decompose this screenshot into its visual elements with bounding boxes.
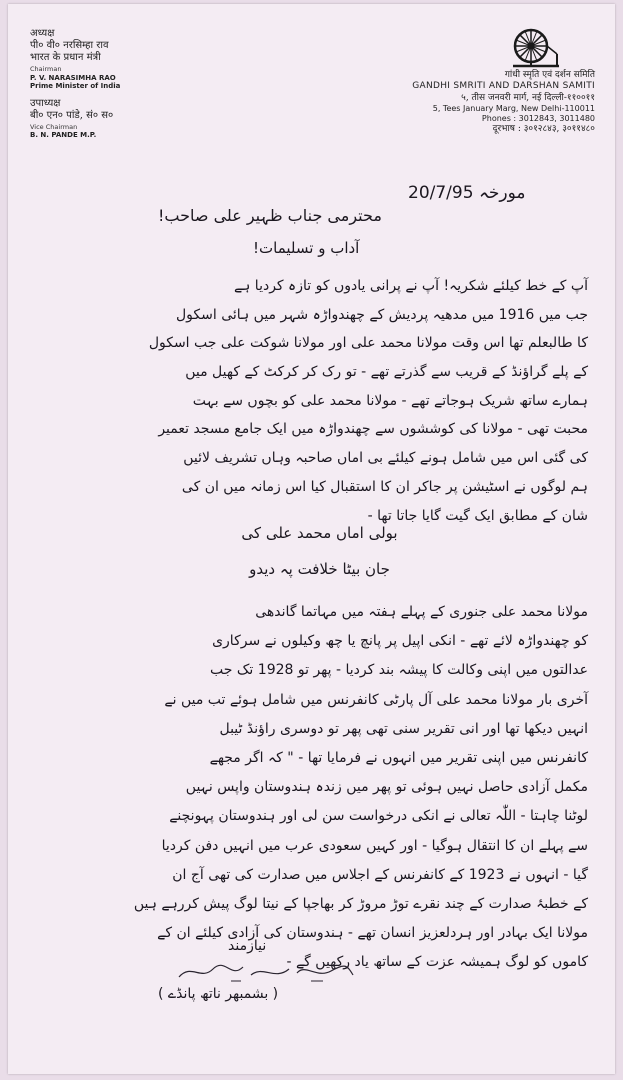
address: 5, Tees January Marg, New Delhi-110011	[432, 103, 595, 113]
address-hindi: ५, तीस जनवरी मार्ग, नई दिल्ली-११००११	[461, 92, 595, 103]
text-line: مولانا محمد علی جنوری کے پہلے ہفتہ میں مہاتما گاندھی	[255, 604, 588, 620]
signatory-name: ( بشمبھر ناتھ پانڈے )	[158, 986, 279, 1002]
phones: Phones : 3012843, 3011480	[481, 113, 595, 123]
chairman-title: Prime Minister of India	[30, 82, 121, 91]
text-line: ہمارے ساتھ شریک ہوجاتے تھے - مولانا محمد علی کو بچوں سے بہت	[192, 392, 588, 409]
salutation: محترمی جناب ظہیر علی صاحب!	[158, 206, 382, 225]
letter-page	[8, 4, 615, 1074]
text-line: سے پہلے ان کا انتقال ہوگیا - اور کہیں سعودی عرب میں انہیں دفن کردیا	[161, 837, 588, 854]
text-line: کے خطبۂ صدارت کے چند نقرے توڑ مروڑ کر بھاجپا کے نیتا لوگ پیش کررہے ہیں	[133, 895, 588, 912]
letterhead-organisation	[345, 70, 595, 135]
text-line: کو چھندواڑہ لائے تھے - انکی اپیل پر پانچ یا چھ وکیلوں نے سرکاری	[212, 633, 588, 650]
text-line: کا طالبعلم تھا اس وقت مولانا محمد علی اور مولانا شوکت علی جب اسکول	[148, 335, 588, 352]
chairman-name-hindi: पी० वी० नरसिम्हा राव	[30, 40, 109, 51]
charkha-logo-icon	[511, 26, 561, 70]
vice-chairman-label-hindi: उपाध्यक्ष	[30, 97, 61, 109]
text-line: عدالتوں میں اپنی وکالت کا پیشہ بند کردیا - پھر تو 1928 تک جب	[210, 662, 588, 679]
paragraph-2	[48, 598, 588, 977]
chairman-name: P. V. NARASIMHA RAO	[30, 73, 116, 82]
chairman-label: Chairman	[30, 65, 62, 73]
letterhead-officials	[30, 28, 230, 140]
text-line: مکمل آزادی حاصل نہیں ہوئی تو پھر میں زندہ ہندوستان واپس نہیں	[185, 779, 588, 796]
handwritten-signature	[171, 959, 361, 985]
text-line: مولانا ایک بہادر اور ہردلعزیز انسان تھے - ہندوستان کی آزادی کیلئے ان کے	[157, 925, 588, 942]
text-line: آخری بار مولانا محمد علی آل پارٹی کانفرنس میں شامل ہوئے تب میں نے	[164, 691, 588, 708]
text-line: آپ کے خط کیلئے شکریہ! آپ نے پرانی یادوں کو تازہ کردیا ہے	[233, 278, 588, 294]
text-line: گیا - انہوں نے 1923 کے کانفرنس کے اجلاس میں صدارت کی تھی آج ان	[172, 866, 588, 883]
chairman-label-hindi: अध्यक्ष	[30, 28, 55, 39]
vice-chairman-label: Vice Chairman	[30, 122, 78, 131]
vice-chairman-name-hindi: बी० एन० पांडे, सं० स०	[30, 109, 114, 121]
vice-chairman-name: B. N. PANDE M.P.	[30, 131, 97, 140]
text-line: کاموں کو لوگ ہمیشہ عزت کے ساتھ یاد رکھیں گے -	[286, 954, 588, 971]
organisation-name-hindi: गांधी स्मृति एवं दर्शन समिति	[504, 70, 595, 80]
song-line-2: جان بیٹا خلافت پہ دیدو	[249, 560, 390, 578]
text-line: ہم لوگوں نے اسٹیشن پر جاکر ان کا استقبال کیا اس زمانہ میں ان کی	[181, 478, 588, 495]
paragraph-1	[48, 272, 588, 530]
chairman-title-hindi: भारत के प्रधान मंत्री	[30, 52, 101, 63]
text-line: کانفرنس میں اپنی تقریر میں انہوں نے فرمایا تھا - " کہ اگر مجھے	[209, 749, 588, 766]
organisation-name: GANDHI SMRITI AND DARSHAN SAMITI	[412, 81, 595, 92]
letter-date: مورخہ 20/7/95	[408, 183, 526, 203]
text-line: کی گئی اس میں شامل ہونے کیلئے بی اماں صاحبہ وہاں تشریف لائیں	[183, 450, 588, 467]
phones-hindi: दूरभाष : ३०१२८४३, ३०११४८०	[492, 123, 595, 134]
song-line-1: بولی اماں محمد علی کی	[241, 524, 398, 542]
text-line: شان کے مطابق ایک گیت گایا جاتا تھا -	[367, 507, 588, 524]
greeting: آداب و تسلیمات!	[253, 239, 360, 257]
text-line: انہیں دیکھا تھا اور انی تقریر سنی تھی پھر تو دوسری راؤنڈ ٹیبل	[219, 720, 588, 737]
text-line: لوٹنا چاہتا - اللّٰہ تعالی نے انکی درخواست سن لی اور ہندوستان پہونچنے	[169, 808, 588, 825]
text-line: کے پلے گراؤنڈ کے قریب سے گذرتے تھے - تو رک کر کرکٹ کے کھیل میں	[185, 364, 588, 381]
closing: نیازمند	[228, 938, 267, 954]
text-line: محبت تھی - مولانا کی کوششوں سے چھندواڑہ میں ایک جامع مسجد تعمیر	[158, 421, 588, 438]
text-line: جب میں 1916 میں مدھیہ پردیش کے چھندواڑہ شہر میں ہائی اسکول	[175, 306, 588, 323]
